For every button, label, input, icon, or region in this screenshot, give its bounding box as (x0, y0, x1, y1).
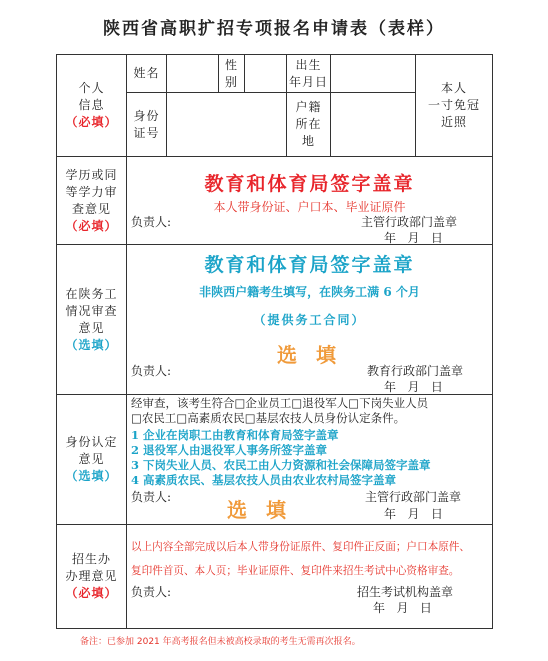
name-field[interactable] (167, 55, 218, 92)
label-line: 个人 (78, 81, 105, 95)
label-line: 近照 (440, 115, 467, 129)
responsible-label: 负责人: (131, 364, 172, 378)
label-line: 等学力审 (65, 184, 118, 199)
label-line: 意见 (78, 452, 105, 466)
identity-rule-item: 1 企业在岗职工由教育和体育局签字盖章 (131, 428, 339, 442)
label-line: 情况审查 (65, 303, 118, 318)
optional-tag: （选填） (65, 337, 118, 352)
label-line: 招生办 (71, 552, 111, 566)
date-label: 年 月 日 (373, 601, 432, 615)
gender-field[interactable] (245, 55, 286, 92)
responsible-label: 负责人: (131, 490, 172, 504)
name-label (127, 55, 166, 92)
label-line: 证号 (133, 125, 160, 140)
hukou-label (287, 93, 330, 156)
education-requirement-text: 本人带身份证、户口本、毕业证原件 (213, 200, 406, 214)
label-text: 性别 (224, 57, 238, 89)
work-stamp-text: 教育和体育局签字盖章 (204, 254, 415, 276)
label-line: 办理意见 (65, 569, 118, 583)
label-line: 信息 (78, 98, 105, 112)
form-title: 陕西省高职扩招专项报名申请表（表样） (103, 19, 445, 39)
optional-tag: （选填） (65, 469, 118, 483)
work-contract-text: （提供务工合同） (253, 313, 366, 327)
label-line: 学历或同 (65, 167, 118, 182)
required-tag: （必填） (65, 115, 118, 129)
gender-label (219, 55, 244, 92)
label-line: 一寸免冠 (427, 98, 480, 112)
label-line: 身份 (133, 108, 160, 123)
label-line: 年月日 (288, 74, 328, 89)
responsible-label: 负责人: (131, 585, 172, 599)
date-label: 年 月 日 (384, 507, 443, 521)
label-line: 地 (301, 134, 315, 148)
identity-rule-item: 2 退役军人由退役军人事务所签字盖章 (131, 443, 328, 457)
optional-stamp-text: 选 填 (277, 343, 342, 367)
dept-seal-label: 教育行政部门盖章 (367, 364, 464, 378)
birth-label (287, 55, 330, 92)
dept-seal-label: 主管行政部门盖章 (365, 490, 462, 504)
id-number-label (127, 93, 166, 156)
personal-info-label (57, 55, 126, 156)
dept-seal-label: 主管行政部门盖章 (361, 215, 458, 229)
identity-statement-line: 经审查，该考生符合□企业员工□退役军人□下岗失业人员 (131, 396, 429, 410)
label-line: 本人 (440, 81, 467, 95)
label-line: 户籍 (295, 100, 322, 114)
id-number-field[interactable] (167, 93, 286, 156)
date-label: 年 月 日 (384, 231, 443, 245)
label-line: 在陕务工 (65, 286, 118, 301)
required-tag: （必填） (65, 586, 118, 600)
education-stamp-text: 教育和体育局签字盖章 (204, 173, 415, 195)
identity-review-box[interactable] (127, 395, 492, 524)
education-review-box[interactable] (127, 157, 492, 244)
identity-rule-item: 3 下岗失业人员、农民工由人力资源和社会保障局签字盖章 (131, 458, 431, 472)
responsible-label: 负责人: (131, 215, 172, 229)
hukou-field[interactable] (331, 93, 415, 156)
footnote: 备注：已参加 2021 年高考报名但未被高校录取的考生无需再次报名。 (80, 637, 361, 647)
label-line: 身份认定 (65, 435, 118, 449)
education-review-label (57, 157, 126, 244)
required-tag: （必填） (65, 218, 118, 233)
label-line: 查意见 (71, 201, 111, 216)
work-review-label (57, 245, 126, 394)
label-line: 出生 (295, 57, 322, 72)
label-line: 意见 (78, 320, 105, 335)
identity-rule-item: 4 高素质农民、基层农技人员由农业农村局签字盖章 (131, 473, 397, 487)
work-review-box[interactable] (127, 245, 492, 394)
photo-box[interactable] (416, 55, 492, 156)
identity-statement-line: □农民工□高素质农民□基层农技人员身份认定条件。 (131, 411, 406, 425)
work-condition-text: 非陕西户籍考生填写，在陕务工满 6 个月 (199, 285, 420, 299)
date-label: 年 月 日 (384, 380, 443, 394)
label-text: 姓名 (133, 66, 160, 80)
identity-review-label (57, 395, 126, 524)
birth-field[interactable] (331, 55, 415, 92)
admission-instruction-line: 以上内容全部完成以后本人带身份证原件、复印件正反面；户口本原件、 (131, 541, 470, 553)
admission-office-label (57, 525, 126, 628)
label-line: 所在 (295, 117, 322, 131)
admission-instruction-line: 复印件首页、本人页；毕业证原件、复印件来招生考试中心资格审查。 (131, 565, 460, 577)
dept-seal-label: 招生考试机构盖章 (357, 585, 454, 599)
admission-office-box[interactable] (127, 525, 492, 628)
optional-stamp-text: 选 填 (227, 498, 292, 522)
